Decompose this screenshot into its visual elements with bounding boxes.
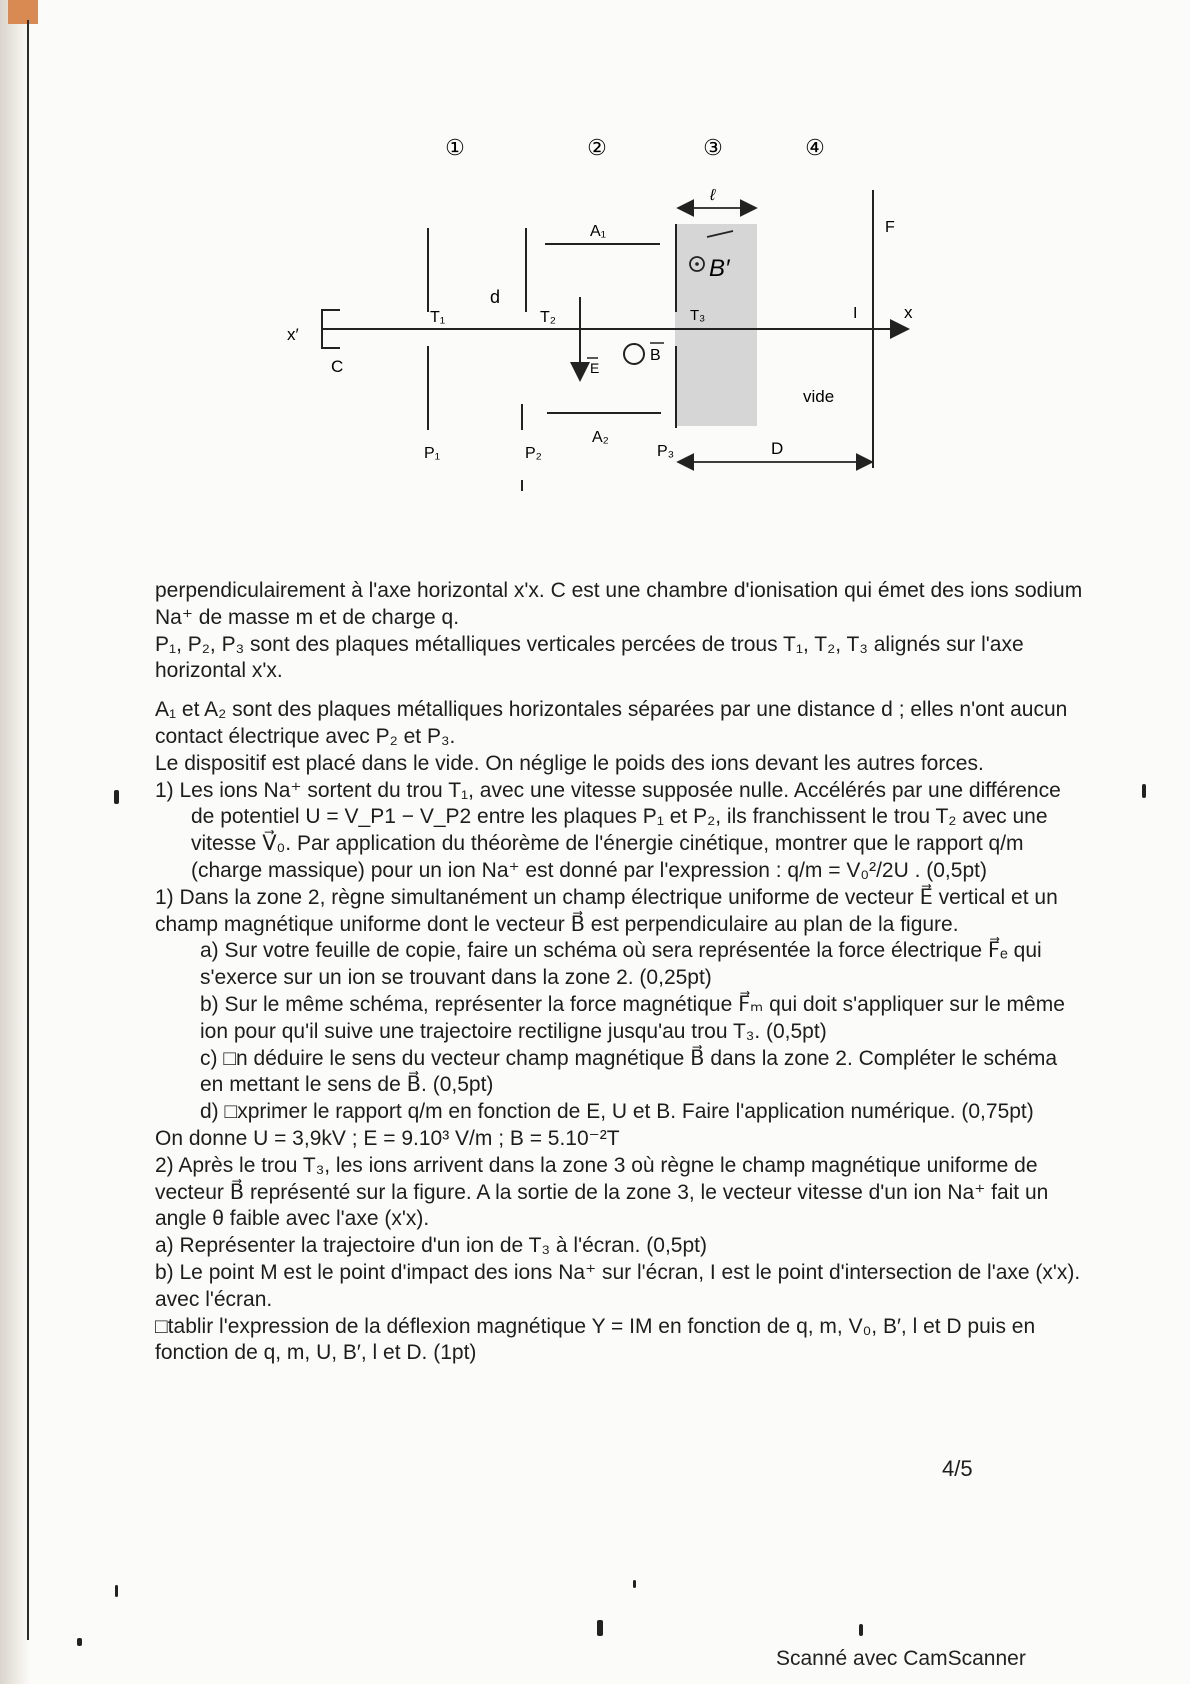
question-3b: b) Le point M est le point d'impact des ions Na⁺ sur l'écran, I est le point d'intersection de l'axe (x'x). avec l'écran. (155, 1260, 1081, 1311)
question-1: 1) Les ions Na⁺ sortent du trou T₁, avec une vitesse supposée nulle. Accélérés par une différence de potentiel U = V_P1 − V_P2 entre les plaques P₁ et P₂, ils franchissent le trou T₂ avec une vitesse V⃗₀. Par application du théorème de l'énergie cinétique, montrer que le rapport q/m (charge massique) pour un ion Na⁺ est donné par l'expression : q/m = V₀²/2U . (0,5pt) (155, 778, 1061, 882)
scan-speck (597, 1620, 603, 1636)
label-A2: A₂ (592, 429, 609, 446)
intro-paragraph-3: A₁ et A₂ sont des plaques métalliques horizontales séparées par une distance d ; elles n'ont aucun contact électrique avec P₂ et P₃. (155, 698, 1068, 748)
question-2a: a) Sur votre feuille de copie, faire un schéma où sera représentée la force électrique F⃗ₑ qui s'exerce sur un ion se trouvant dans la zone 2. (0,25pt) (200, 939, 1042, 990)
question-2: 1) Dans la zone 2, règne simultanément un champ électrique uniforme de vecteur E⃗ vertical et un champ magnétique uniforme dont le vecteur B⃗ est perpendiculaire au plan de la figure. (155, 885, 1058, 936)
zone-4-label: ④ (805, 135, 825, 160)
label-T2: T₂ (540, 309, 556, 326)
label-B: B (650, 347, 661, 364)
label-x: x (904, 303, 913, 322)
scan-speck (1142, 784, 1146, 798)
label-P2: P₂ (525, 445, 542, 462)
B-field-symbol (624, 344, 644, 364)
question-3: 2) Après le trou T₃, les ions arrivent dans la zone 3 où règne le champ magnétique uniforme de vecteur B⃗ représenté sur la figure. A la sortie de la zone 3, le vecteur vitesse d'un ion Na⁺ fait un angle θ faible avec l'axe (x'x). (155, 1153, 1049, 1231)
scan-speck (114, 790, 119, 804)
label-l: ℓ (710, 187, 716, 204)
label-T3: T₃ (690, 307, 706, 324)
question-2b: b) Sur le même schéma, représenter la force magnétique F⃗ₘ qui doit s'appliquer sur le même ion pour qu'il suive une trajectoire rectiligne jusqu'au trou T₃. (0,5pt) (200, 992, 1065, 1043)
label-B-prime: B′ (709, 255, 730, 282)
label-D: D (771, 439, 784, 458)
question-3a: a) Représenter la trajectoire d'un ion de T₃ à l'écran. (0,5pt) (155, 1234, 707, 1258)
given-values: On donne U = 3,9kV ; E = 9.10³ V/m ; B = 5.10⁻²T (155, 1126, 620, 1150)
zone-3-label: ③ (703, 135, 723, 160)
scan-speck (859, 1624, 863, 1636)
exercise-text (155, 578, 1085, 1367)
label-E: E (590, 360, 600, 376)
label-vide: vide (803, 387, 835, 406)
apparatus-diagram (0, 0, 1190, 540)
intro-paragraph-1: perpendiculairement à l'axe horizontal x'x. C est une chambre d'ionisation qui émet des ions sodium Na⁺ de masse m et de charge q. (155, 579, 1083, 629)
B-prime-dot (695, 262, 699, 266)
label-C: C (331, 357, 344, 376)
scan-speck (633, 1580, 636, 1588)
label-A1: A₁ (590, 223, 607, 240)
label-P1: P₁ (424, 445, 441, 462)
label-P3: P₃ (657, 443, 675, 460)
label-T1: T₁ (430, 309, 446, 326)
label-x-prime: x′ (287, 325, 299, 344)
scan-speck (77, 1638, 82, 1646)
zone-1-label: ① (445, 135, 465, 160)
question-2c: c) □n déduire le sens du vecteur champ magnétique B⃗ dans la zone 2. Compléter le schéma en mettant le sens de B⃗. (0,5pt) (200, 1046, 1058, 1097)
label-F: F (885, 219, 895, 236)
scan-speck (115, 1585, 118, 1597)
label-d: d (490, 287, 501, 307)
label-I: I (853, 305, 858, 322)
question-3c: □tablir l'expression de la déflexion magnétique Y = IM en fonction de q, m, V₀, B′, l et D puis en fonction de q, m, U, B′, l et D. (1pt) (155, 1314, 1036, 1365)
zone-2-label: ② (587, 135, 607, 160)
page-number: 4/5 (942, 1456, 973, 1481)
intro-paragraph-4: Le dispositif est placé dans le vide. On néglige le poids des ions devant les autres forces. (155, 751, 984, 775)
question-2d: d) □xprimer le rapport q/m en fonction de E, U et B. Faire l'application numérique. (0,75pt) (200, 1100, 1034, 1124)
scanner-watermark: Scanné avec CamScanner (776, 1647, 1026, 1670)
intro-paragraph-2: P₁, P₂, P₃ sont des plaques métalliques verticales percées de trous T₁, T₂, T₃ alignés sur l'axe horizontal x'x. (155, 632, 1024, 683)
